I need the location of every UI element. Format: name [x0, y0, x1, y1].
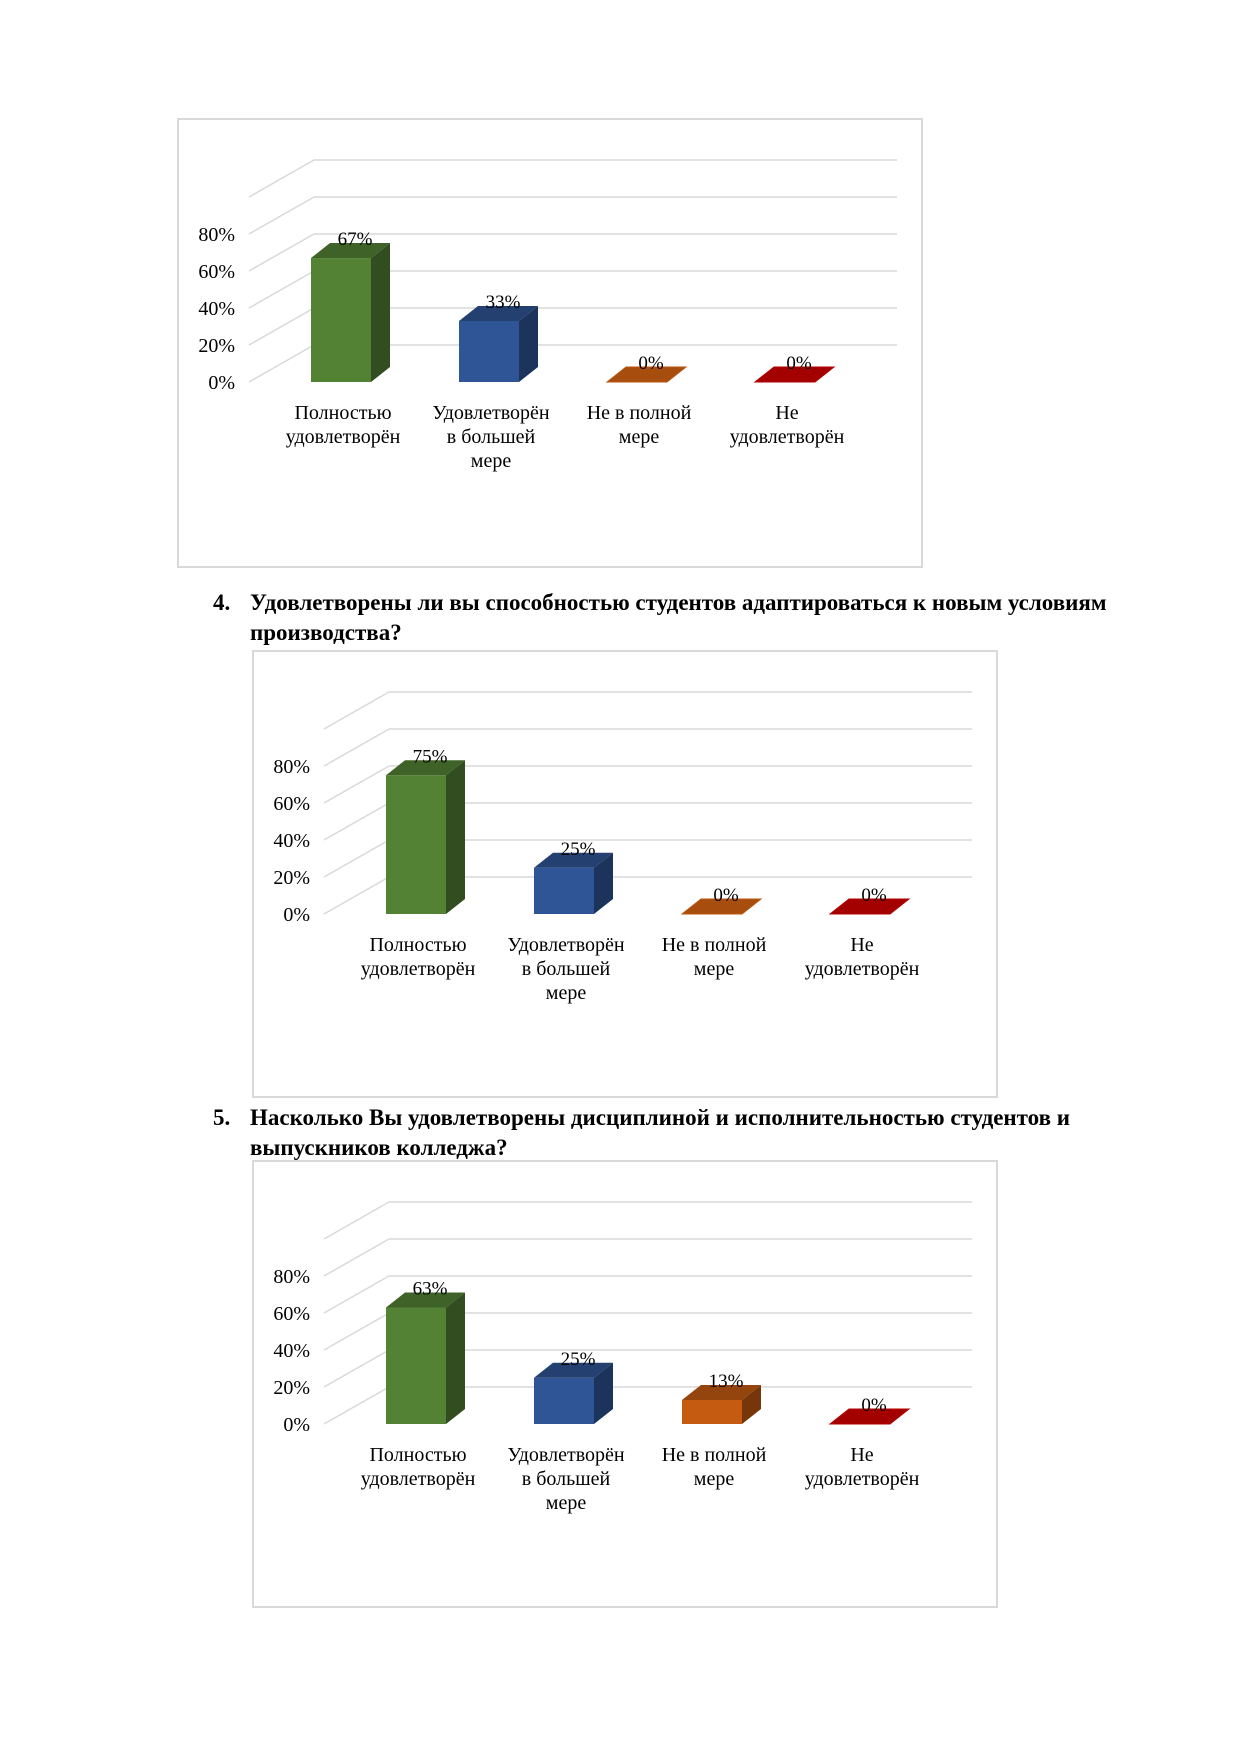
bar-front [534, 1378, 594, 1424]
chart-2-frame [252, 650, 998, 1098]
gridline-depth [249, 160, 314, 197]
data-label: 67% [337, 229, 373, 251]
bar-front [311, 258, 371, 382]
y-tick-label: 40% [198, 298, 235, 320]
x-tick-label: Не [775, 402, 799, 424]
gridline-depth [324, 1202, 389, 1239]
x-tick-label: удовлетворён [729, 426, 845, 448]
chart-3-frame [252, 1160, 998, 1608]
gridline-depth [249, 308, 314, 345]
data-label: 25% [560, 1348, 596, 1370]
data-label: 13% [708, 1370, 744, 1392]
data-label: 0% [861, 1395, 887, 1416]
y-tick-label: 60% [273, 793, 310, 815]
bar [534, 853, 613, 914]
gridline-depth [324, 1313, 389, 1350]
x-tick-label: Не в полной [661, 1444, 767, 1466]
y-tick-label: 0% [208, 372, 235, 394]
y-tick-label: 0% [283, 904, 310, 926]
chart-1-frame [177, 118, 923, 568]
x-tick-label: Удовлетворён [507, 934, 625, 956]
bar [459, 306, 538, 382]
bar-front [386, 775, 446, 914]
y-tick-label: 80% [273, 1266, 310, 1288]
data-label: 0% [713, 885, 739, 906]
bar-front [459, 321, 519, 382]
gridline-depth [249, 234, 314, 271]
bar-front [534, 868, 594, 914]
gridline-depth [324, 729, 389, 766]
y-tick-label: 60% [273, 1303, 310, 1325]
gridline-depth [324, 1350, 389, 1387]
y-tick-label: 0% [283, 1414, 310, 1436]
x-tick-label: Удовлетворён [507, 1444, 625, 1466]
x-tick-label: Полностью [294, 402, 392, 424]
x-tick-label: Не в полной [661, 934, 767, 956]
x-tick-label: мере [470, 450, 512, 472]
data-label: 63% [412, 1278, 448, 1300]
gridline-depth [249, 197, 314, 234]
question-4-number: 4. [213, 590, 231, 615]
question-4 [213, 588, 1173, 650]
x-tick-label: мере [545, 1492, 587, 1514]
bar-side [446, 760, 465, 914]
x-tick-label: в большей [446, 426, 536, 448]
gridline-depth [324, 1387, 389, 1424]
data-label: 0% [861, 885, 887, 906]
y-tick-label: 40% [273, 1340, 310, 1362]
x-tick-label: в большей [521, 1468, 611, 1490]
gridline-depth [324, 877, 389, 914]
x-tick-label: удовлетворён [804, 1468, 920, 1490]
question-5-text: Насколько Вы удовлетворены дисциплиной и исполнительностью студентов и выпускников колледжа? [250, 1105, 1071, 1160]
bar [311, 243, 390, 382]
x-tick-label: Удовлетворён [432, 402, 550, 424]
y-tick-label: 80% [198, 224, 235, 246]
bar [386, 1292, 465, 1424]
y-tick-label: 20% [273, 1377, 310, 1399]
x-tick-label: мере [693, 958, 735, 980]
bar-front [682, 1400, 742, 1424]
gridline-depth [324, 1276, 389, 1313]
bar-front [386, 1307, 446, 1424]
chart-2-svg [254, 652, 1000, 1100]
y-tick-label: 60% [198, 261, 235, 283]
gridline-depth [324, 1239, 389, 1276]
gridline-depth [249, 345, 314, 382]
x-tick-label: удовлетворён [804, 958, 920, 980]
x-tick-label: в большей [521, 958, 611, 980]
bar-side [371, 243, 390, 382]
y-tick-label: 40% [273, 830, 310, 852]
bar [534, 1363, 613, 1424]
bar-side [446, 1292, 465, 1424]
x-tick-label: удовлетворён [285, 426, 401, 448]
y-tick-label: 20% [198, 335, 235, 357]
gridline-depth [324, 803, 389, 840]
data-label: 0% [638, 353, 664, 374]
gridline-depth [324, 692, 389, 729]
question-5-number: 5. [213, 1105, 231, 1130]
y-tick-label: 80% [273, 756, 310, 778]
gridline-depth [249, 271, 314, 308]
gridline-depth [324, 766, 389, 803]
x-tick-label: мере [693, 1468, 735, 1490]
data-label: 25% [560, 838, 596, 860]
y-tick-label: 20% [273, 867, 310, 889]
data-label: 0% [786, 353, 812, 374]
gridline-depth [324, 840, 389, 877]
data-label: 75% [412, 746, 448, 768]
x-tick-label: удовлетворён [360, 1468, 476, 1490]
chart-3-svg [254, 1162, 1000, 1610]
x-tick-label: мере [545, 982, 587, 1004]
chart-1-svg [179, 120, 925, 570]
bar [386, 760, 465, 914]
data-label: 33% [485, 291, 521, 313]
x-tick-label: удовлетворён [360, 958, 476, 980]
x-tick-label: Не [850, 1444, 874, 1466]
x-tick-label: Не [850, 934, 874, 956]
question-4-text: Удовлетворены ли вы способностью студентов адаптироваться к новым условиям производства? [250, 590, 1107, 645]
question-5 [213, 1103, 1173, 1165]
x-tick-label: мере [618, 426, 660, 448]
x-tick-label: Не в полной [586, 402, 692, 424]
x-tick-label: Полностью [369, 934, 467, 956]
x-tick-label: Полностью [369, 1444, 467, 1466]
